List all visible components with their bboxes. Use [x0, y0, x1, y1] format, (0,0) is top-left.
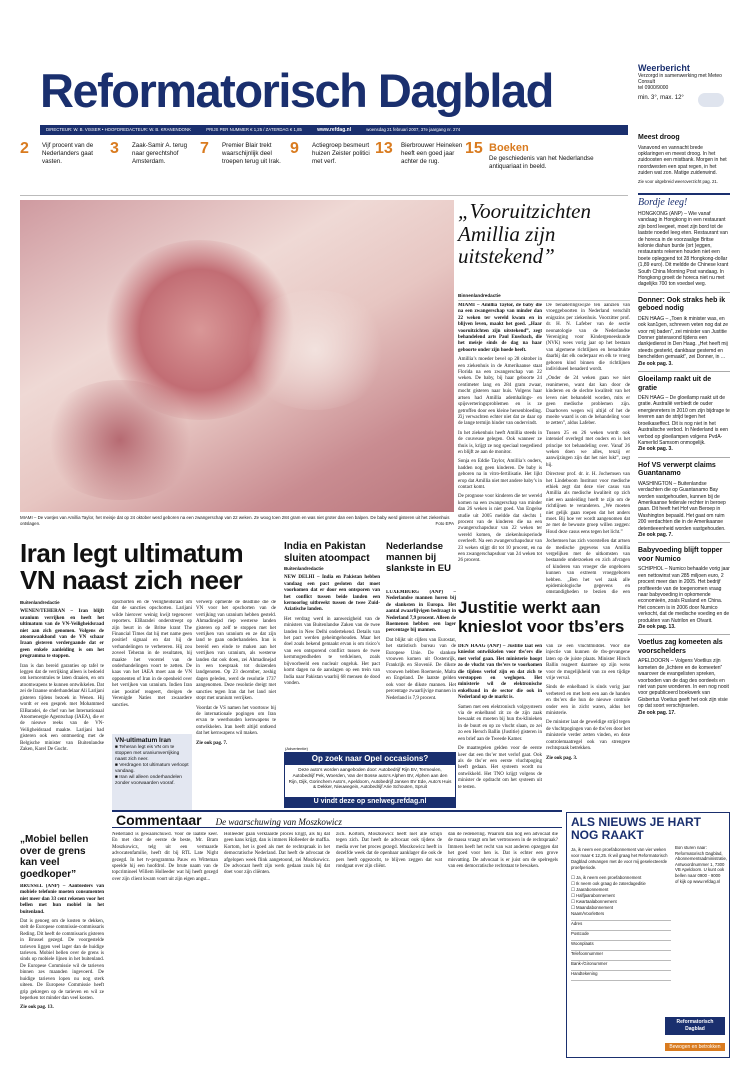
see-also: Zie ook pag. 13.: [638, 624, 676, 631]
box-item: ■ Verdragen tot ultimatum verloopt vandaag.: [115, 763, 189, 774]
news-brief-title: Hof VS verwerpt claims Guantanamo: [638, 461, 716, 478]
field-label: Postcode: [571, 931, 589, 936]
website-link[interactable]: www.refdag.nl: [317, 127, 352, 133]
option-label: Ik neem ook graag de zaterdageditie: [576, 881, 646, 886]
article-column: [112, 600, 192, 732]
weather-line: tel 0900/9000: [638, 85, 669, 91]
article-column: [546, 303, 630, 595]
article-byline: Buitenlandredactie: [284, 566, 324, 571]
article-paragraph: Het verdrag werd in aanwezigheid van de ministers van Buitenlandse Zaken van de twee landen in New Delhi ondertekend. Details van het pact werden geheimgehouden. Maar het doel zoals bekend gemaakt ervan is om risico’s van een ontsporend conflict tussen de twee kernmogendheden te verkleinen, zoals bijvoorbeeld een nucleair ongeluk. Het pact komt dagen na de aanslagen op een trein van India naar Pakistan waarbij 68 mensen de dood vonden.: [284, 616, 380, 686]
box-item-text: Verdragen tot ultimatum verloopt vandaag.: [115, 763, 189, 774]
option-row[interactable]: ☐ Maandabonnement: [571, 905, 614, 910]
see-also: Zie ook pag. 7.: [638, 531, 673, 538]
article-column: [196, 600, 276, 806]
option-row[interactable]: ☐ Ik neem ook graag de zaterdageditie: [571, 881, 646, 886]
box-item-text: Teheran legt eis VN om te stoppen met uraniumverrijking naast zich neer.: [115, 745, 180, 762]
news-brief-text: DEN HAAG – „Toen ik minister was, en ook kan1gen, schreven veten nog dat ze voor mij baden”, zei minister van Justitie Donner gisteravond tijdens een dankjedienst in Den Haag. „Het heeft mij steeds gesterkt, dankbaar gestemd en benchelden gemaakt”, zei Donner, in ...: [638, 315, 729, 361]
teaser-text: Bierbrouwer Heineken heeft een goed jaar achter de rug.: [401, 142, 463, 166]
article-column: [284, 566, 380, 748]
commentaar-bar: [112, 810, 562, 828]
option-row[interactable]: ☐ Kwartaalabonnement: [571, 899, 617, 904]
article-paragraph: Iran is dan bereid garanties op tafel te leggen dat de verrijking alleen is bedoeld om kerncentrales te laten draaien, en om atoomwapens te kunnen ontwikkelen. Dat zei de Iraanse onderhandelaar Ali Larijani gisteren tijdens bezoek in Wenen. Hij wordt er een gesprek met Mohammed ElBaradei, de chef van het Internationaal Atoomenergie Agentschap (IAEA), die er de nieuwe reeks van de VN-Veiligheidsraad maakte. Larijani had gisteren ook een ontmoeting met de Belgische minister van Buitenlandse Zaken, Karel De Gucht.: [20, 663, 104, 752]
option-row[interactable]: ☐ Halfjaarabonnement: [571, 893, 615, 898]
subscription-form: [567, 873, 729, 983]
weather-more: Zie voor uitgebreid weeroverzicht pag. 21.: [638, 178, 719, 184]
pakistan-headline: India en Pakistan sluiten atoompact: [284, 541, 370, 564]
divider: [638, 634, 730, 635]
teaser-item[interactable]: [20, 140, 108, 196]
option-label: Halfjaarabonnement: [576, 893, 615, 898]
newspaper-logo: Reformatorisch Dagblad: [665, 1017, 725, 1035]
article-paragraph: Jochemsen has zich voorstellen dat artsen de medische gegevens van Amillia vergelijken met de uitkomsten van bestaande onderzoeken en zich afvragen of kinderen van vroeger die ongeboren kunnen van extreem vroeggeboren hebben. „Ben het wel zaak alle epidemiologische gegevens en omstandigheden te bezien die een: [546, 539, 630, 595]
price-info: PRIJS PER NUMMER € 1,25 / ZATERDAG € 1,85: [206, 127, 302, 132]
article-column: [448, 832, 558, 1062]
option-label: Ja, ik neem een proefabonnement: [576, 875, 642, 880]
divider: [638, 292, 730, 293]
article-paragraph: Directeur prof. dr. ir. H. Jochemsen van het Lindeboom Instituut voor medische ethiek zegt dat deze vier casus van Amillia als medische kwaliteit op zich niet een aanleiding hoeft te zijn om de richtlijnen te veranderen. „We moeten niet gelijk gaan roepen dat het anders moet. Bij hoe ver wordt aangenomen dat ze met de bewuste groep willen zeggen: Houd deze casus eens tegen het licht.”: [546, 472, 630, 535]
teaser-item[interactable]: [465, 140, 625, 196]
article-paragraph: „Onder de 24 weken gaan we niet reanimeren, want dat kan door de kinderen en de slechte kwaliteit van het leven niet behandeld worden, mits er geen medische problemen zijn. Daarboven wegen wij altijd of het de moeite waard is om de behandeling voor te zetten”, aldus Lafeber.: [546, 376, 630, 427]
masthead: [40, 62, 620, 120]
teaser-item[interactable]: [200, 140, 288, 196]
teaser-text: Actiegroep besmeurt huizen Zeister politici met verf.: [312, 142, 370, 166]
box-title: VN-ultimatum Iran: [115, 737, 171, 744]
article-paragraph: van ze een vluchtmiddel. Voor die injectie van kunnen de tbs-gevangene laten op de juiste plaats. Minister Hirsch Ballin reageert daarmee op zijn wens voor de mogelijkheid van zo een tijdige vrije verval.: [546, 644, 630, 682]
see-also: Zie ook pag. 3.: [638, 446, 673, 453]
option-label: Kwartaalabonnement: [576, 899, 617, 904]
ad-title: Op zoek naar Opel occasions?: [285, 753, 455, 765]
city-field[interactable]: [571, 941, 671, 951]
news-brief-title: Donner: Ook straks heb ik geboed nodig: [638, 296, 726, 313]
article-column: [20, 600, 104, 822]
opel-advertisement[interactable]: [284, 746, 456, 808]
see-also: Zie ook pag. 17.: [638, 709, 676, 716]
bank-field[interactable]: [571, 961, 671, 971]
bordje-leeg-title: Bordje leeg!: [638, 196, 688, 208]
caption-text: MIAMI – De voetjes van Amillia Taylor, het meisje dat op 24 oktober werd geboren na een zwangerschap van 22 weken. Ze woog toen 284 gram en was niet groter dan een balpen. De baby werd gisteren uit het ziekenhuis ontslagen.: [20, 515, 450, 526]
article-paragraph: Amillia’s moeder bevel op 28 oktober in een ziekenhuis in de Amerikaanse staat Florida na een zwangerschap van 22 weken. De baby, bij haar geboorte 24 centimeter lang en 284 gram zwaar, mocht gisteren naar huis. Volgens haar artsen had Amillia ademhalings- en spijsverteringsproblemen en is ze getroffen door een kleine hersenbloeding. Zij verwachten echter niet dat ze daar op de lange termijn hinder van ondervindt.: [458, 357, 542, 427]
weather-box: [638, 63, 728, 115]
bordje-leeg-box: [638, 193, 730, 288]
teaser-item[interactable]: [375, 140, 470, 196]
weather-headline: Meest droog: [638, 134, 680, 141]
article-lead: LUXEMBURG (ANP) – Nederlandse mannen horen bij de slanksten in Europa. Het aantal zwaarlijvigen bedraagt in Nederland 7,9 procent. Alleen de Roemenen hebben een lager percentage bij mannen.: [386, 590, 456, 634]
weather-text: Vanavond en vannacht brede opklaringen en meest droog. In het zuidoosten een mistbank. Morgen in het noordwesten een spat regen, in het zuiden wat zon. Matige zuidenwind.: [638, 144, 727, 177]
quote-headline: „Vooruitzichten Amillia zijn uitstekend”: [458, 199, 592, 268]
article-lead: NEW DELHI – India en Pakistan hebben vandaag een pact gesloten dat moet voorkomen dat er door een ontsporen van het conflict tussen beide landen een kernoorlog uitbreekt tussen de twee Zuid-Aziatische landen.: [284, 575, 380, 613]
ad-slogan: Bewogen en betrokken: [665, 1043, 725, 1051]
issue-date: woensdag 21 februari 2007, 37e jaargang nr. 274: [366, 127, 461, 132]
article-paragraph: De maatregelen gelden voor de eerste keer dat een tbs’er met verlof gaat. Ook als de tbs’er een eerste vluchtpoging heeft gedaan. Het systeem wordt nu ontwikkeld. Het TNO krijgt volgens de minister de opdracht om het systeem uit te testen.: [458, 746, 542, 790]
ad-tag: (Advertentie): [285, 746, 308, 751]
article-paragraph: Dat blijkt uit cijfers van Eurostat, het statistisch bureau van de Europese Unie. De slankste vrouwen komen uit Oostenrijk, Frankrijk en Slovenië. De dikste vrouwen hebben Roemenie, Malta en Engeland. De laatste gelden ook voor de dikste mannen. Het percentage zwaarlijvige mannen in Nederland is 7,9 procent.: [386, 637, 456, 701]
front-photo: [20, 200, 454, 512]
article-byline: Buitenlandredactie: [20, 600, 60, 605]
photo-caption: [20, 515, 454, 533]
option-row[interactable]: ☐ Jaarabonnement: [571, 887, 609, 892]
article-byline: Binnenlandredactie: [458, 293, 630, 301]
see-also: Zie ook pag. 13.: [20, 1005, 54, 1011]
photo-credit: Foto EPA: [435, 520, 454, 526]
news-brief-title: Voetlus zag komeeten als voorschelders: [638, 639, 723, 655]
weather-temp: min. 3°, max. 12°: [638, 95, 684, 101]
article-paragraph: De benaderingswijze ten aanzien van vroeggeboorten in Nederland verschilt enigszins per ziekenhuis. Voorzitter prof. dr. H. N. Lafeber van de sectie neonatologie van de Nederlandse Vereniging voor Kindergeneeskunde (NVK) wees vorig jaar op het bestaan van algemene richtlijnen en benadrukte daarbij dat elk ouderpaar en elk te vroeg geboren kind binnen die richtlijnen individueel benaderd wordt.: [546, 303, 630, 373]
see-also: Zie ook pag. 7.: [196, 740, 228, 746]
field-label: Bank-/Gironummer: [571, 961, 608, 966]
ad-headline: ALS NIEUWS JE HART NOG RAAKT: [571, 815, 702, 842]
teaser-item[interactable]: [290, 140, 378, 196]
article-lead: DEN HAAG (ANP) – Justitie laat een knieslot ontwikkelen voor tbs’ers die met verlof gaan. Het ministerie hoopt zo de vlucht van tbs’ers te voorkomen die tijdens verlof zijn en dat zich te verstoppen en weglopen. Het ministerie wil de elektronische enkelband in de sector die ook in Nederland op de markt is.: [458, 644, 542, 701]
article-paragraph: Tussen 25 en 26 weken wordt ook intensief overlegd met ouders en is het principe tot behandeling over. Vanaf 26 weken doen we alles, tenzij er aanwijzingen zijn dat het niet lukt”, zegt hij.: [546, 430, 630, 468]
news-brief-text: APELDOORN – Volgens Voetlius zijn kometen de „lichtere en de komeeten” waarover de evangelisten spreken, voorboden van de dag des oordeels en niet van pure wonderen. In een nog nooit voor gepubliceerd boekwerk van Gisbertus Voetius geeft het ook zijn visie op dat soort verschijnselen.: [638, 658, 729, 710]
article-column: [112, 832, 218, 1062]
article-paragraph: Dat is genoeg om de kosten te dekken, stelt de Europese commissie-commissaris Reding. Dit heeft de commissaris gisteren in Brussel gezegd. De voorgestelde tarieven liggen veel lager dan de huidige tarieven. Mobiel bellen over de grens is sinds op mobiele lijnen in het buitenland. De Europese Commissie wil de tarieven binnen zes maanden ingevoerd. De huidige tarieven lopen nu nog sterk uiteen. De Europese Commissie heeft grip gekregen op de tarieven en wil ze beperken tot minder dan veel kosten.: [20, 919, 104, 1001]
field-label: Naam/Voorletters: [571, 911, 605, 916]
ad-text: Ja, ik neem een proefabonnement van vier weken voor maar € 12,25. Ik wil graag het Reformatorisch Dagblad ontvangen met de voor mij geselecteerde proefperiode.: [571, 847, 668, 870]
staff-info: DIRECTEUR: W. B. VISSER • HOOFDREDACTEUR: W. B. KRANENDONK: [46, 127, 191, 132]
teaser-page-number: 7: [200, 140, 209, 157]
teaser-text: De geschiedenis van het Nederlandse antiquariaat in beeld.: [489, 155, 594, 171]
teaser-books-label: Boeken: [489, 142, 529, 154]
cloud-icon: [698, 93, 724, 107]
teaser-item[interactable]: [110, 140, 198, 196]
commentaar-title: Commentaar: [116, 812, 202, 828]
news-brief-text: DEN HAAG – De gloeilamp raakt uit de gratie. Australië verbiedt de ouder energievreters in 2010 om zijn bijdrage te leveren aan de strijd tegen het broeikaseffect. Dit is nog niet in het Australische verbod. In Nederland is een verbod op gloeilampen volgens PvdA-Kamerlid Samsom onmogelijk.: [638, 395, 730, 446]
divider: [638, 371, 730, 372]
article-paragraph: Nederland is gewaarschuwd. Voor de laatste keer. En met door de eerste de beste, Mr. Bram Moszkowicz, telg uit een vermaarde advocatenfamilie, heeft dit bij RTL Late Night gezegd. In het tv-programma Pauw en Witteman speelde hij een hoofdrol. De brute naam van de topcrimineel Willem Holleeder wat hij heeft gezegd over zijn client kwam voort uit zijn eigen angst...: [112, 832, 218, 882]
article-paragraph: Holleeder gaan verklaarde proces krijgt, als hij dat geen kans krijgt, dan is immers Holleeder de maffia. Kortom, het is goed als met de rechtspraak in het democratische Nederland. Dat heeft de advocaat de afgelopen week flink aangetoond, zei Moszkowicz. De advocaat heeft zijn werk gedaan zoals hij dat doet voor zijn cliënten.: [224, 832, 330, 876]
article-column: [224, 832, 330, 1062]
field-label: Woonplaats: [571, 941, 594, 946]
article-paragraph: Samen met een elektronisch volgsysteem via de enkelband zit zo de zijn zaak bewaakt en moeten bij hun tbs-klinieken in de buurt en op zo vlucht slaan, zo zei zo een Hersch Ballin (Justitie) gisteren in een brief aan de Tweede Kamer.: [458, 704, 542, 742]
news-brief-title: Gloeilamp raakt uit de gratie: [638, 376, 712, 392]
article-paragraph: Sonja en Eddie Taylor, Amillia’s ouders, hadden nog geen kinderen. De baby is geboren na in vitro-fertilisatie. Het lijkt erop dat Amillia niet met andere baby’s in contact komt.: [458, 459, 542, 490]
teaser-books: [489, 142, 619, 171]
name-field[interactable]: [571, 911, 671, 921]
info-bar: [40, 125, 628, 135]
commentaar-subtitle: De waarschuwing van Moszkowicz: [215, 817, 342, 827]
news-brief-title: Babyvoeding blijft topper voor Numico: [638, 547, 723, 563]
box-item: ■ Iran wil alleen onderhandelen zonder voorwaarden vooraf.: [115, 775, 182, 786]
nederlandse-headline: Nederlandse mannen bij slankste in EU: [386, 541, 451, 574]
subscription-advertisement: [566, 812, 730, 1058]
article-paragraph: De minister laat de geweldige strijd tegen de vluchtpogingen van de tbs’ers door het ministerie verder zetten vinden, en deze controlemaatregel ook van strengere rechtspraak betrekken.: [546, 720, 630, 752]
article-paragraph: Sinds de enkelband is sinds vorig jaar verbeterd en met hem een aan de handen en tbs’ers die hun de nieuwe controle onder een in zicht waren, aldus het ministerie.: [546, 685, 630, 717]
article-lead: BRUSSEL (ANP) – Aanbieders van mobiele telefonie moeten consumenten niet meer dan 33 cent rekenen voor het bellen met hun mobiel in het buitenland.: [20, 884, 104, 915]
teaser-text: Zaak-Samir A. terug naar gerechtshof Amsterdam.: [132, 142, 188, 166]
newspaper-title: Reformatorisch Dagblad: [40, 64, 553, 117]
mobiel-headline: „Mobiel bellen over de grens kan veel goedkoper”: [20, 834, 89, 880]
article-paragraph: zich. Kortom, Moszkowicz heeft niet alle schijn tegen zich. Dat heeft de advocaat ook tijdens de media over het proces gezegd. Moszkowicz heeft in dezelfde week dat de openbaar aanklager die ook de pers heeft opgezocht, te blijven zeggen dat wat rondgaat over zijn cliënt.: [336, 832, 442, 870]
article-column: [386, 590, 456, 748]
ad-body: Deze auto’s worden aangeboden door: Autobedrijf Rijn BV, Termeulen, Autobedrijf Pek, Woerden, Van der Bosse auto’s Alphen BV, Alphen aan den Rijn, Dijk, Gorinchem Auto’s, Apeldoorn, Autobedrijf Jansen BV Ede, Auto’s Huis & Dekker, Nieuwegein, Autobedrijf Arie Schouten, Spruit: [288, 767, 452, 790]
article-lead: MIAMI – Amillia Taylor, de baby die na een zwangerschap van minder dan 22 weken ter wereld kwam en in blijven leven, maakt het goed. „Haar vooruitzichten zijn uitstekend”, zegt behandelend arts Paul Eussbach, die het meisje sinds de dag na haar geboorte onder zijn hoede heeft.: [458, 303, 542, 353]
article-lead: WENEN/TEHERAN – Iran blijft uranium verrijken en heeft het ultimatum van de VN-Veiligheidsraad niet aan zich genomen. Volgens de atoomwaakhond van de VN schaar Iraan gisteren verdergaande dat er geen enkele aanleiding is om het programma te stoppen.: [20, 609, 104, 660]
article-paragraph: Voordat de VS namen het voortouw bij de internationale pogingen om Iran ervan te weerhouden kernwapens te ontwikkelen. Iran heeft altijd ontkend dat het kernwapens wil maken.: [196, 705, 276, 737]
news-brief-text: WASHINGTON – Buitenlandse verdachten die op Guantanamo Bay worden vastgehouden, kunnen bij de Amerikaanse federale rechter in beroep gaan. Dit heeft het Hof van Beroep in Washington bepaald. Het gaat om ruim 200 verdachten die in de Amerikaanse detentieeenheid worden vastgehouden.: [638, 480, 726, 532]
ad-link[interactable]: U vindt deze op snelweg.refdag.nl: [285, 797, 455, 807]
teaser-text: Vijf procent van de Nederlanders gaat vasten.: [42, 142, 94, 166]
field-label: Telefoonnummer: [571, 951, 604, 956]
field-label: Handtekening: [571, 971, 598, 976]
article-paragraph: dan de redenering. Waarom dan nog een advocaat die de massa vraagt om het vertrouwen in de rechtspraak? Immers heeft het recht van wat anderen opzeggen dat het goed voor hen is. Dat is echter een grove misvatting. De advocaat is er juist om de spelregels van een democratische rechtstaat te bewaken.: [448, 832, 558, 870]
article-paragraph: In het ziekenhuis heeft Amillia steeds in de couveuse gelegen. Ook wanneer ze thuis is, krijgt ze nog speciaal toegediend en blijft ze aan de monitor.: [458, 430, 542, 455]
divider: [638, 542, 730, 543]
article-column: [20, 884, 104, 1062]
teaser-page-number: 9: [290, 140, 299, 157]
postcode-field[interactable]: [571, 931, 671, 941]
option-row[interactable]: ☐ Ja, ik neem een proefabonnement: [571, 875, 642, 880]
article-column: [458, 644, 542, 806]
teaser-strip: [20, 140, 628, 196]
article-column: [546, 644, 630, 806]
phone-field[interactable]: [571, 951, 671, 961]
box-item: ■ Teheran legt eis VN om te stoppen met uraniumverrijking naast zich neer.: [115, 745, 180, 762]
photo-shape: [240, 290, 390, 410]
news-brief-text: SCHIPHOL – Numico behaalde vorig jaar een nettowinst van 285 miljoen euro, 2 procent meer dan in 2005. Het bedrijf profiteerde van de toegenomen vraag naar babyvoeding in opkomende economieën, zoals Rusland en China. Het concern is in 2006 door Numico verkocht, dat de medische voeding en de produkten van Nutrilon en Olvarit.: [638, 566, 730, 624]
article-column: [458, 303, 542, 595]
teaser-text: Premier Blair trekt waarschijnlijk deel troepen terug uit Irak.: [222, 142, 281, 166]
see-also: Zie ook pag. 3.: [546, 755, 578, 761]
see-also: Zie ook pag. 3.: [638, 360, 673, 367]
weather-line: Verzorgd in samenwerking met Meteo Consult: [638, 73, 722, 85]
teaser-page-number: 3: [110, 140, 119, 157]
option-label: Jaarabonnement: [576, 887, 609, 892]
teaser-page-number: 15: [465, 140, 483, 157]
option-label: Maandabonnement: [576, 905, 614, 910]
article-paragraph: opschorten en de Veiligheidsraad om dat de sancties opschorten. Larijani wilde hierover weinig kwijt tegenover reporters. ElBaradei onderstreept op zijn beurt in de Britse krant The Financial Times dat hij met name geen positief signaal en dat hij de verhandelingen te verbeteren. Hij zou zoveel Teheran in de resultaten, hij maakte het voorstel van de onderhandelingen voort te zetten. De kaas van het IAEA moet aan de VN opponenten of Iran in de openheid over het verrijken van uranium. Indien Iran niet positief reageert, dreigen de Verenigde Naties met zwaardere sancties.: [112, 600, 192, 708]
teaser-page-number: 2: [20, 140, 29, 157]
teaser-page-number: 13: [375, 140, 393, 157]
field-label: Adres: [571, 921, 583, 926]
vn-ultimatum-box: [112, 734, 192, 810]
photo-shape: [40, 380, 200, 500]
box-item-text: Iran wil alleen onderhandelen zonder voorwaarden vooraf.: [115, 775, 182, 786]
weather-title: Weerbericht: [638, 63, 690, 73]
ad-address: Bon sturen naar: Reformatorisch Dagblad, Abonnementsadministratie, Antwoordnummer 1, 7300 VB Apeldoorn. U kunt ook bellen naar 0900 - 9000 of kijk op www.refdag.nl: [675, 845, 728, 884]
article-paragraph: verwerp opmente de deadline die de VN voor het opschorten van de verrijking van uranium hebben gesteld. Ahmadinejad riep westerse landen gisteren op zelf te stoppen met het verrijken van uranium en ze dat zijn land te gaan onderhandelen. Iran is bereid een einde te maken aan het verrijken van uranium, als westerse landen dat ook doen, zei Ahmadinejad in een toespraak tot duizenden landgenoten. Op 23 december, zeshig dagen geleden, werd de resolutie 1737 aangenomen. Deze resolutie dreigt met sancties tegen Iran dat het land niet stopt met uranium verrijken.: [196, 600, 276, 702]
divider: [638, 457, 730, 458]
article-column: [336, 832, 442, 1062]
signature-field[interactable]: [571, 971, 671, 981]
justitie-headline: Justitie werkt aan knieslot voor tbs’ers: [458, 598, 625, 636]
article-paragraph: De prognose voor kinderen die ter wereld komen na een zwangerschap van minder dan 26 weken is niet goed. Van Engelse studie uit 2005 meldde dat slechts 1 procent van de kinderen die na een zwangerschapsduur van 22 weken ter wereld komen, de ziekenhuisperiode overleeft. Na een zwangerschapsduur van 23 weken stijgt dit tot 10 procent, en na een zwangerschapsduur van 24 weken tot 26 procent.: [458, 494, 542, 564]
iran-headline: Iran legt ultimatum VN naast zich neer: [20, 538, 244, 595]
address-field[interactable]: [571, 921, 671, 931]
bordje-leeg-text: HONGKONG (ANP) – Wie vanaf vandaag in Hongkong in een restaurant zijn bord leegeet, moet zijn bord tot de laatste noedel leeg eten. Restaurant van de horeca in de voorzaalige Britse kolonie diahun burde (ort )eggen, restaurants rekenen houden niet een boete opleggend tot 28 Hongkong-dollar (1,89 euro). Dit meldde de Chinese krant South China Morning Post vandaag. In Hongkong groeit de horeca niet nu met dagelijks 700 ton voedsel weg.: [638, 210, 729, 288]
